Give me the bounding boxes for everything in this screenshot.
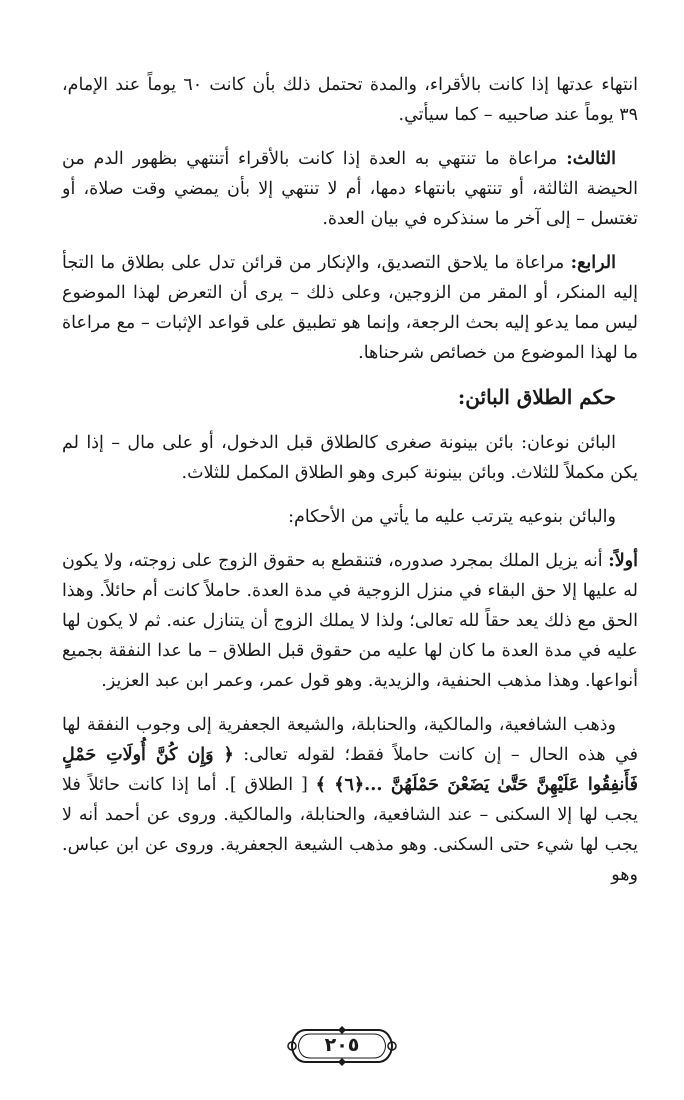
paragraph-text: البائن نوعان: بائن بينونة صغرى كالطلاق قبل الدخول، أو على مال – إذا لم يكن مكملاً للثلاث. وبائن بينونة كبرى وهو الطلاق المكمل للثلاث. — [62, 433, 638, 483]
paragraph-text: انتهاء عدتها إذا كانت بالأقراء، والمدة تحتمل ذلك بأن كانت ٦٠ يوماً عند الإمام، ٣٩ يوماً عند صاحبيه – كما سيأتي. — [62, 75, 638, 125]
paragraph-text: والبائن بنوعيه يترتب عليه ما يأتي من الأحكام: — [288, 507, 616, 527]
paragraph-text: مراعاة ما تنتهي به العدة إذا كانت بالأقراء أتنتهي بظهور الدم من الحيضة الثالثة، أو تنتهي بانتهاء دمها، أم لا تنتهي إلا بأن يمضي وقت صلاة، أو تغتسل – إلى آخر ما سنذكره في بيان العدة. — [62, 149, 638, 229]
paragraph-continuation — [62, 70, 638, 130]
paragraph-first-ruling — [62, 546, 638, 696]
paragraph-fourth — [62, 248, 638, 368]
page-body — [62, 70, 638, 904]
paragraph-schools — [62, 710, 638, 890]
paragraph-lead: أولاً: — [608, 551, 638, 571]
paragraph-text: . أما إذا كانت حائلاً فلا يجب لها إلا السكنى – عند الشافعية، والحنابلة، والمالكية. وروى عن أحمد أنه لا يجب لها شيء حتى السكنى. وهو مذهب الشيعة الجعفرية. وروى عن ابن عباس. وهو — [62, 775, 638, 885]
paragraph-types — [62, 428, 638, 488]
page-number: ٢٠٥ — [324, 1034, 360, 1056]
section-heading: حكم الطلاق البائن: — [457, 385, 616, 409]
paragraph-lead: الرابع: — [570, 253, 616, 273]
paragraph-text: وذهب الشافعية، والمالكية، والحنابلة، والشيعة الجعفرية إلى وجوب النفقة لها في هذه الحال – إن كانت حاملاً فقط؛ لقوله تعالى: — [62, 715, 639, 765]
paragraph-text: أنه يزيل الملك بمجرد صدوره، فتنقطع به حقوق الزوج على زوجته، ولا يكون له عليها إلا حق البقاء في منزل الزوجية في مدة العدة. حاملاً كانت أم حائلاً. وهذا الحق مع ذلك يعد حقاً لله تعالى؛ ولذا لا يملك الزوج أن يتنازل عنه. ثم لا يكون لها عليه في مدة العدة ما كان لها عليه من حقوق قبل الطلاق – ما عدا النفقة بجميع أنواعها. وهذا مذهب الحنفية، والزيدية. وهو قول عمر، وعمر ابن عبد العزيز. — [62, 551, 638, 691]
paragraph-lead: الثالث: — [566, 149, 616, 169]
quran-verse: ﴿ وَإِن كُنَّ أُولَاتِ حَمْلٍ فَأَنفِقُوا عَلَيْهِنَّ حَتَّىٰ يَضَعْنَ حَمْلَهُنَّ ...﴿٦﴾ ﴾ — [62, 745, 639, 795]
page-footer — [0, 1024, 684, 1068]
paragraph-text: مراعاة ما يلاحق التصديق، والإنكار من قرائن تدل على بطلاق ما التجأ إليه المنكر، أو المقر من الزوجين، وعلى ذلك – يرى أن التعرض لهذا الموضوع ليس مما يدعو إليه بحث الرجعة، وإنما هو تطبيق على قواعد الإثبات – مع مراعاة ما لهذا الموضوع من خصائص شرحناها. — [62, 253, 638, 363]
page-number-ornament — [286, 1024, 398, 1068]
quran-reference: [ الطلاق ] — [229, 775, 316, 795]
paragraph-rulings-intro — [62, 502, 638, 532]
paragraph-third — [62, 144, 638, 234]
